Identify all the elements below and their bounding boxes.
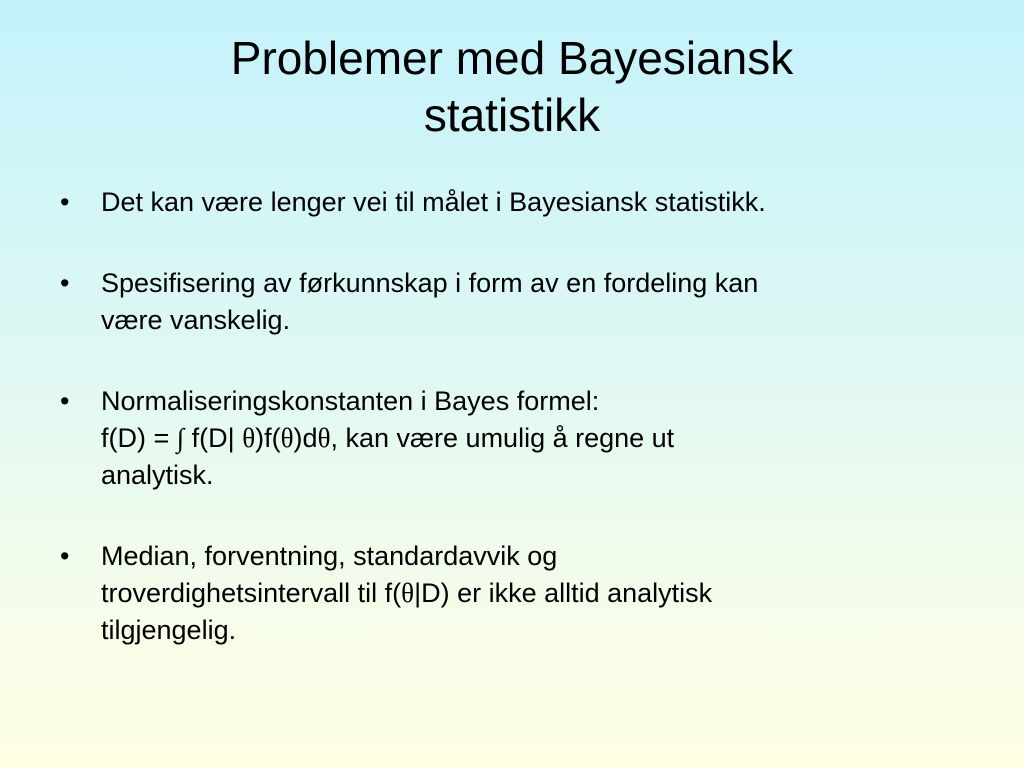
integral-symbol: ∫ <box>176 423 185 453</box>
bullet-dot: • <box>60 386 70 416</box>
theta-symbol: θ <box>317 423 331 453</box>
formula-text: , kan være umulig å regne ut <box>330 423 675 453</box>
slide-title <box>60 30 964 144</box>
bullet-text: Median, forventning, standardavvik og <box>101 541 558 571</box>
bullet-item-4 <box>60 538 980 649</box>
theta-symbol: θ <box>242 423 256 453</box>
title-line-1: Problemer med Bayesiansk <box>230 32 794 84</box>
title-line-2: statistikk <box>423 89 601 141</box>
formula-text: f(D| <box>184 423 243 453</box>
bullet-text: Normaliseringskonstanten i Bayes formel: <box>101 386 600 416</box>
bullet-dot: • <box>60 268 70 298</box>
bullet-text: analytisk. <box>101 460 214 490</box>
bullet-dot: • <box>60 187 70 217</box>
formula-text: )f( <box>255 423 281 453</box>
bullet-text: være vanskelig. <box>101 305 291 335</box>
theta-symbol: θ <box>401 578 415 608</box>
bullet-dot: • <box>60 541 70 571</box>
bullet-list <box>60 184 980 693</box>
formula-line <box>101 420 980 457</box>
formula-line <box>101 575 980 612</box>
bullet-text: Spesifisering av førkunnskap i form av en fordeling kan <box>101 268 759 298</box>
bullet-text: Det kan være lenger vei til målet i Bayesiansk statistikk. <box>101 187 766 217</box>
bullet-item-2 <box>60 265 980 339</box>
bullet-text: tilgjengelig. <box>101 615 237 645</box>
bullet-item-1 <box>60 184 980 221</box>
formula-text: troverdighetsintervall til f( <box>101 578 402 608</box>
theta-symbol: θ <box>280 423 294 453</box>
bullet-item-3 <box>60 383 980 494</box>
formula-text: f(D) = <box>101 423 177 453</box>
formula-text: )d <box>293 423 318 453</box>
formula-text: |D) er ikke alltid analytisk <box>414 578 713 608</box>
